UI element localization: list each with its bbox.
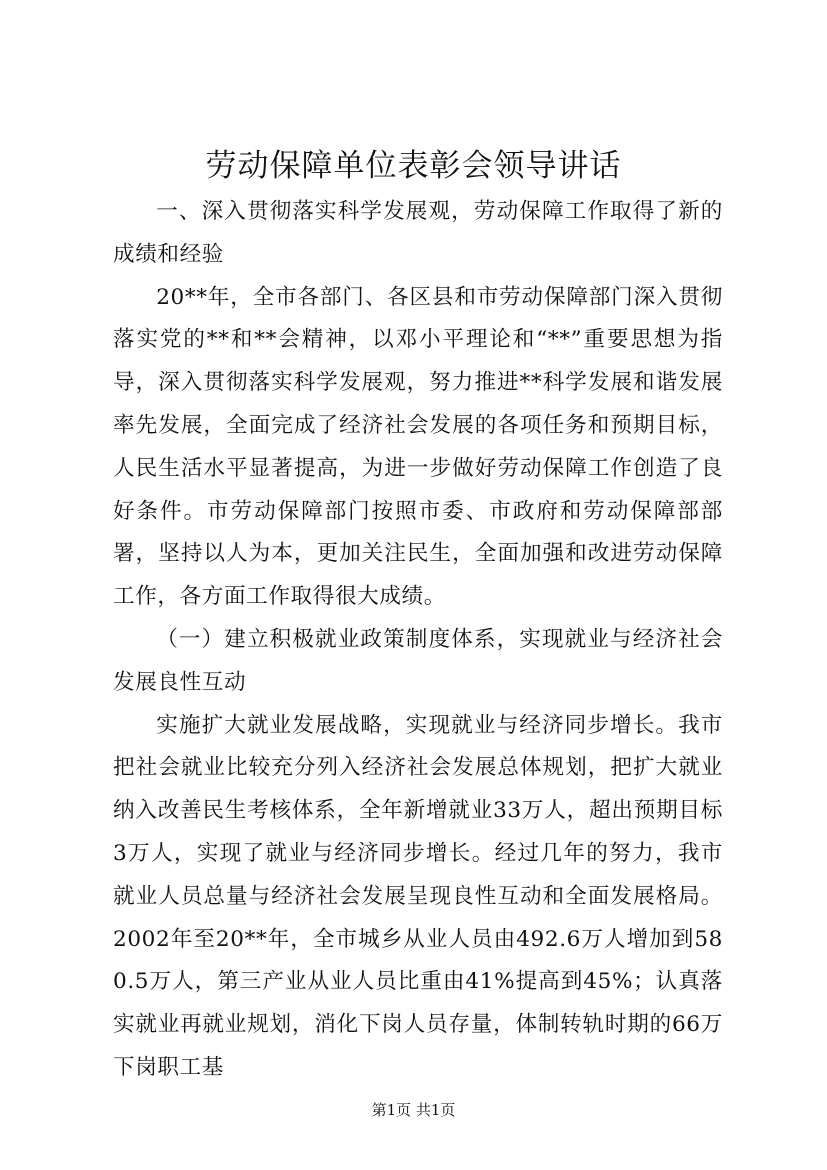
- section-heading-1: 一、深入贯彻落实科学发展观，劳动保障工作取得了新的成绩和经验: [113, 199, 723, 267]
- body-paragraph-1: 20**年，全市各部门、各区县和市劳动保障部门深入贯彻落实党的**和**会精神，以邓小平理论和“**”重要思想为指导，深入贯彻落实科学发展观，努力推进**科学发展和谐发展率先发展，全面完成了经济社会发展的各项任务和预期目标，人民生活水平显著提高，为进一步做好劳动保障工作创造了良好条件。市劳动保障部门按照市委、市政府和劳动保障部部署，坚持以人为本，更加关注民生，全面加强和改进劳动保障工作，各方面工作取得很大成绩。: [113, 284, 723, 610]
- page-footer: 第1页 共1页: [371, 1101, 456, 1119]
- document-title: 劳动保障单位表彰会领导讲话: [205, 148, 622, 184]
- document-body: [113, 191, 723, 1090]
- body-paragraph-2: 实施扩大就业发展战略，实现就业与经济同步增长。我市把社会就业比较充分列入经济社会发展总体规划，把扩大就业纳入改善民生考核体系，全年新增就业33万人，超出预期目标3万人，实现了就业与经济同步增长。经过几年的努力，我市就业人员总量与经济社会发展呈现良性互动和全面发展格局。2002年至20**年，全市城乡从业人员由492.6万人增加到580.5万人，第三产业从业人员比重由41%提高到45%；认真落实就业再就业规划，消化下岗人员存量，体制转轨时期的66万下岗职工基: [113, 712, 723, 1080]
- subsection-heading-1: （一）建立积极就业政策制度体系，实现就业与经济社会发展良性互动: [113, 626, 723, 695]
